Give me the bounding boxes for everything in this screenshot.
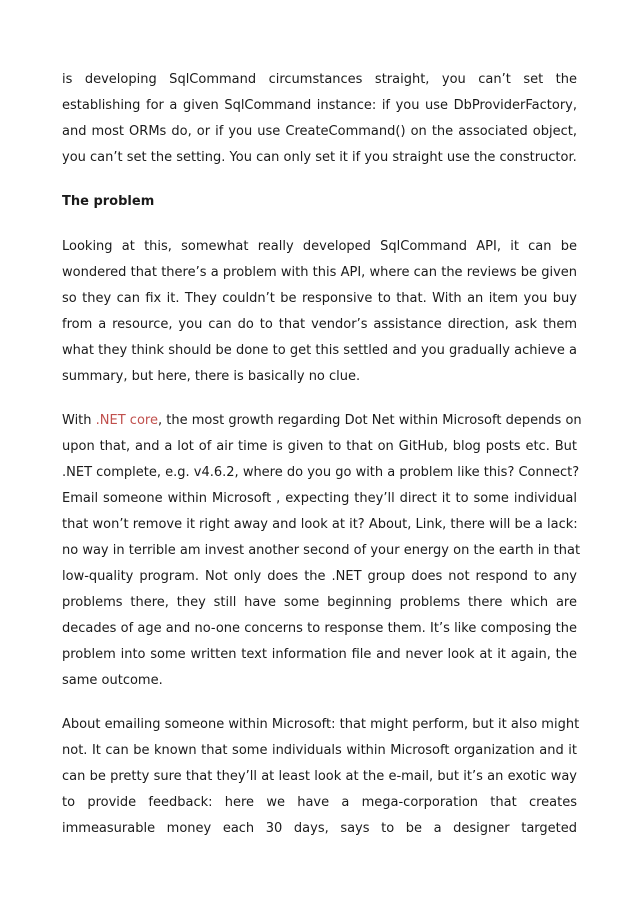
text-fragment: , the most growth regarding Dot Net within Microsoft depends on: [157, 413, 582, 428]
text-line: what they think should be done to get this settled and you gradually achieve a: [62, 343, 577, 358]
text-line: problem into some written text information file and never look at it again, the: [62, 647, 577, 662]
text-line: that won’t remove it right away and look at it? About, Link, there will be a lack:: [62, 517, 578, 532]
text-line: [62, 412, 582, 430]
section-heading: The problem: [62, 194, 155, 209]
text-line: establishing for a given SqlCommand instance: if you use DbProviderFactory,: [62, 98, 577, 113]
text-line: summary, but here, there is basically no clue.: [62, 369, 361, 384]
text-line: decades of age and no-one concerns to response them. It’s like composing the: [62, 621, 577, 636]
text-line: can be pretty sure that they’ll at least look at the e-mail, but it’s an exotic way: [62, 769, 577, 784]
text-line: upon that, and a lot of air time is given to that on GitHub, blog posts etc. But: [62, 439, 577, 454]
dotnet-core-link[interactable]: .NET core: [95, 413, 158, 428]
text-line: to provide feedback: here we have a mega-corporation that creates: [62, 795, 577, 810]
text-line: not. It can be known that some individuals within Microsoft organization and it: [62, 743, 577, 758]
text-line: About emailing someone within Microsoft: that might perform, but it also might: [62, 717, 580, 732]
text-line: Email someone within Microsoft , expecting they’ll direct it to some individual: [62, 491, 577, 506]
text-line: immeasurable money each 30 days, says to be a designer targeted: [62, 821, 577, 836]
text-line: no way in terrible am invest another second of your energy on the earth in that: [62, 543, 581, 558]
text-line: .NET complete, e.g. v4.6.2, where do you go with a problem like this? Connect?: [62, 465, 580, 480]
text-line: from a resource, you can do to that vendor’s assistance direction, ask them: [62, 317, 577, 332]
text-line: wondered that there’s a problem with this API, where can the reviews be given: [62, 265, 577, 280]
text-line: problems there, they still have some beginning problems there which are: [62, 595, 577, 610]
text-line: same outcome.: [62, 673, 163, 688]
text-line: Looking at this, somewhat really developed SqlCommand API, it can be: [62, 239, 577, 254]
text-line: and most ORMs do, or if you use CreateCommand() on the associated object,: [62, 124, 577, 139]
text-line: low-quality program. Not only does the .NET group does not respond to any: [62, 569, 577, 584]
text-line: so they can fix it. They couldn’t be responsive to that. With an item you buy: [62, 291, 577, 306]
text-line: is developing SqlCommand circumstances straight, you can’t set the: [62, 72, 577, 87]
text-line: you can’t set the setting. You can only set it if you straight use the constructor.: [62, 150, 577, 165]
text-fragment: With: [62, 413, 96, 428]
